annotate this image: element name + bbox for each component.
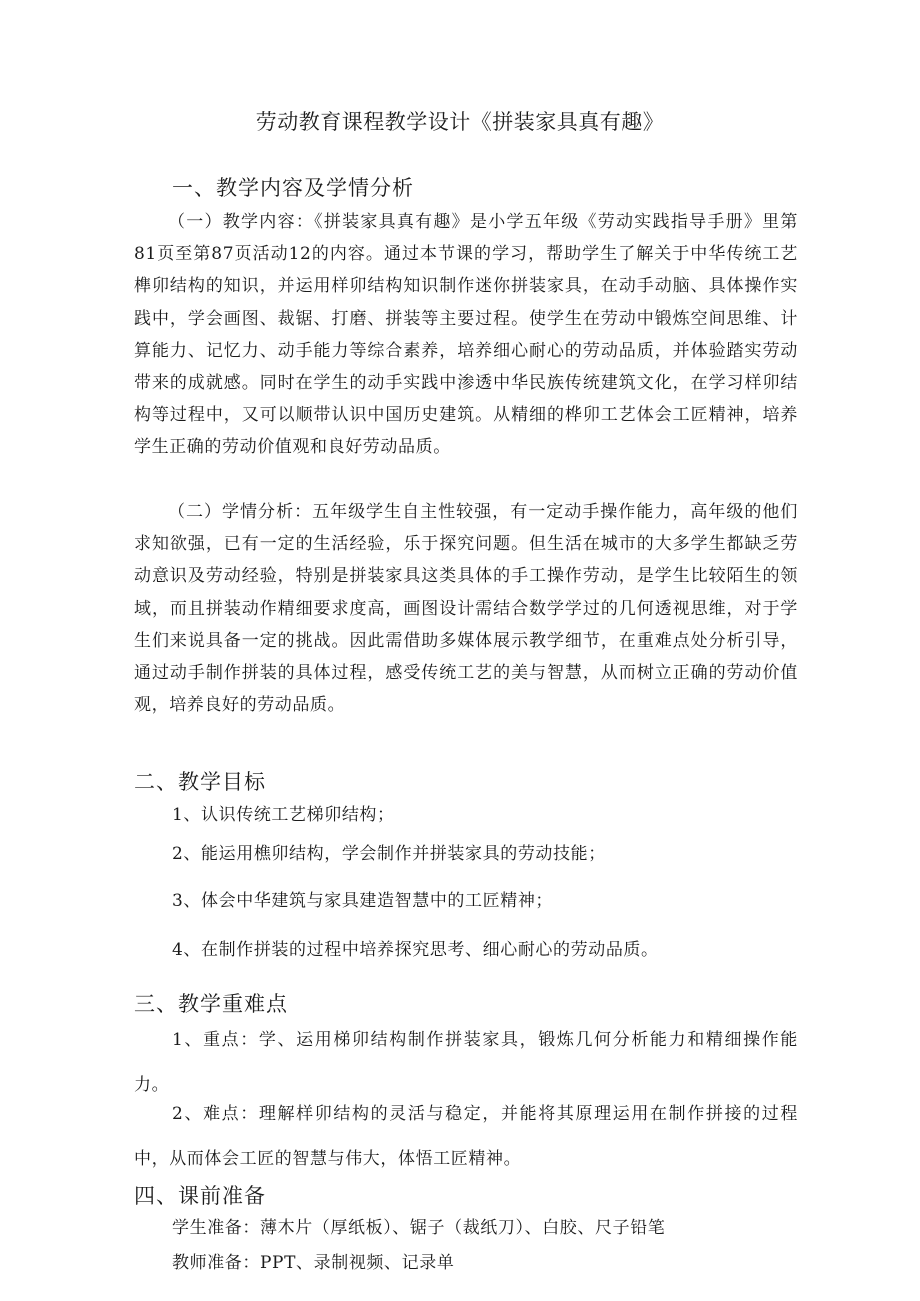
objective-item-2: 2、能运用樵卯结构，学会制作并拼装家具的劳动技能；	[172, 844, 606, 864]
objective-item-3: 3、体会中华建筑与家具建造智慧中的工匠精神；	[172, 891, 554, 911]
section-heading-key-points: 三、教学重难点	[134, 992, 288, 1016]
student-preparation: 学生准备：薄木片（厚纸板）、锯子（裁纸刀）、白胶、尺子铅笔	[172, 1218, 666, 1238]
objective-item-1: 1、认识传统工艺梯卯结构；	[172, 805, 395, 825]
section-heading-objectives: 二、教学目标	[134, 770, 266, 794]
paragraph-teaching-content: （一）教学内容：《拼装家具真有趣》是小学五年级《劳动实践指导手册》里第81页至第87页活动12的内容。通过本节课的学习，帮助学生了解关于中华传统工艺榫卯结构的知识，并运用样卯结构知识制作迷你拼装家具，在动手动脑、具体操作实践中，学会画图、裁锯、打磨、拼装等主要过程。使学生在劳动中锻炼空间思维、计算能力、记忆力、动手能力等综合素养，培养细心耐心的劳动品质，并体验踏实劳动带来的成就感。同时在学生的动手实践中渗透中华民族传统建筑文化，在学习样卯结构等过程中，又可以顺带认识中国历史建筑。从精细的桦卯工艺体会工匠精神，培养学生正确的劳动价值观和良好劳动品质。	[134, 212, 798, 458]
paragraph-learner-analysis: （二）学情分析：五年级学生自主性较强，有一定动手操作能力，高年级的他们求知欲强，已有一定的生活经验，乐于探究问题。但生活在城市的大多学生都缺乏劳动意识及劳动经验，特别是拼装家具这类具体的手工操作劳动，是学生比较陌生的领域，而且拼装动作精细要求度高，画图设计需结合数学学过的几何透视思维，对于学生们来说具备一定的挑战。因此需借助多媒体展示教学细节，在重难点处分析引导，通过动手制作拼装的具体过程，感受传统工艺的美与智慧，从而树立正确的劳动价值观，培养良好的劳动品质。	[134, 502, 798, 716]
difficulty-item: 2、难点：理解样卯结构的灵活与稳定，并能将其原理运用在制作拼接的过程中，从而体会工匠的智慧与伟大，体悟工匠精神。	[134, 1104, 798, 1169]
key-point-item: 1、重点：学、运用梯卯结构制作拼装家具，锻炼几何分析能力和精细操作能力。	[134, 1030, 798, 1095]
document-title: 劳动教育课程教学设计《拼装家具真有趣》	[255, 110, 665, 134]
teacher-preparation: 教师准备：PPT、录制视频、记录单	[172, 1253, 455, 1273]
objective-item-4: 4、在制作拼装的过程中培养探究思考、细心耐心的劳动品质。	[172, 940, 659, 960]
section-heading-preparation: 四、课前准备	[134, 1184, 266, 1208]
section-heading-content-analysis: 一、教学内容及学情分析	[172, 176, 414, 200]
